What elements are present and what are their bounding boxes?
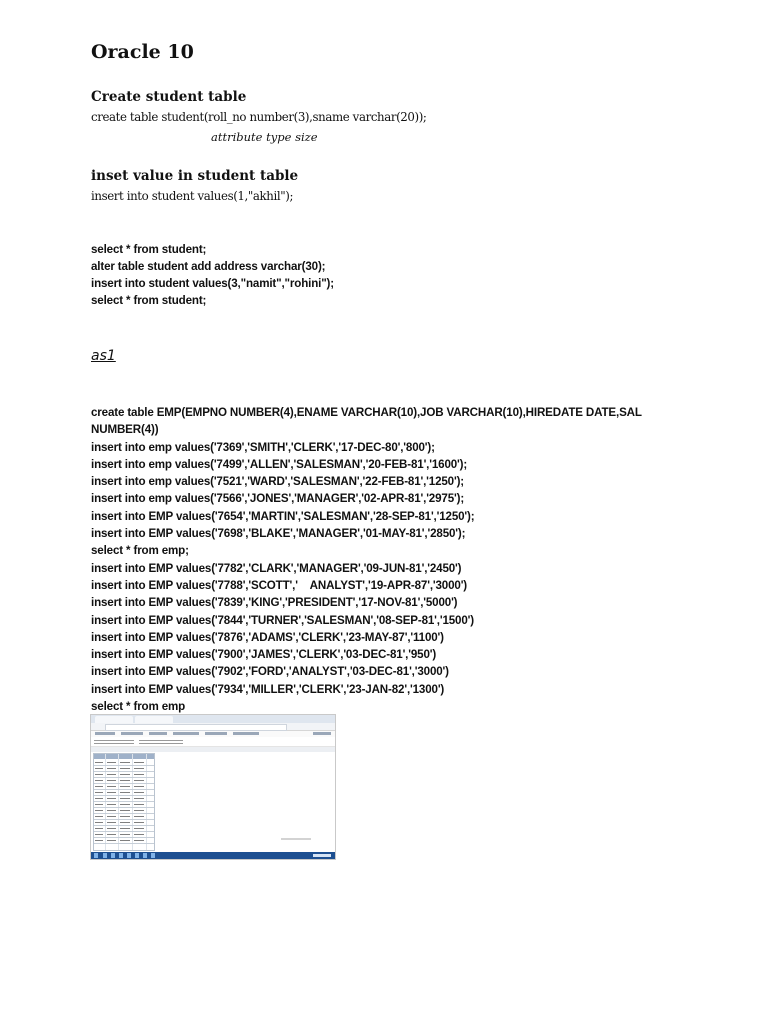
grid-row-line — [94, 807, 154, 808]
grid-text — [95, 816, 103, 817]
grid-text — [95, 774, 103, 775]
section-heading-create: Create student table — [91, 89, 247, 105]
grid-text — [107, 780, 116, 781]
grid-header — [94, 754, 154, 759]
sql-line: select * from emp — [91, 700, 186, 714]
grid-column-line — [118, 754, 119, 850]
grid-text — [95, 822, 103, 823]
start-icon — [94, 853, 98, 858]
sql-line: insert into EMP values('7934','MILLER','CLERK','23-JAN-82','1300') — [91, 682, 445, 696]
sql-line: insert into EMP values('7839','KING','PRESIDENT','17-NOV-81','5000') — [91, 596, 458, 610]
grid-text — [95, 792, 103, 793]
grid-row-line — [94, 819, 154, 820]
taskbar-app-icon — [143, 853, 147, 858]
query-result-screenshot — [90, 714, 336, 860]
sql-line: insert into emp values('7499','ALLEN','SALESMAN','20-FEB-81','1600'); — [91, 457, 468, 471]
grid-text — [134, 798, 144, 799]
grid-text — [95, 762, 103, 763]
document-title: Oracle 10 — [91, 41, 194, 63]
taskbar-app-icon — [103, 853, 107, 858]
grid-text — [107, 816, 116, 817]
grid-text — [134, 792, 144, 793]
bookmark-item — [95, 732, 115, 735]
toolbar-text — [139, 743, 183, 744]
grid-text — [134, 780, 144, 781]
grid-text — [107, 786, 116, 787]
grid-text — [107, 810, 116, 811]
grid-text — [134, 810, 144, 811]
grid-column-line — [132, 754, 133, 850]
grid-text — [95, 780, 103, 781]
grid-text — [107, 804, 116, 805]
taskbar-clock — [313, 854, 331, 857]
grid-text — [120, 774, 130, 775]
address-field — [105, 724, 287, 731]
insert-student-statement: insert into student values(1,"akhil"); — [91, 189, 294, 203]
grid-text — [120, 822, 130, 823]
result-grid — [93, 753, 155, 851]
bookmark-item — [313, 732, 331, 735]
grid-text — [95, 786, 103, 787]
sql-line: insert into EMP values('7902','FORD','ANALYST','03-DEC-81','3000') — [91, 665, 449, 679]
sql-line: insert into emp values('7369','SMITH','CLERK','17-DEC-80','800'); — [91, 440, 435, 454]
browser-tab — [135, 716, 173, 723]
taskbar-app-icon — [111, 853, 115, 858]
grid-row-line — [94, 771, 154, 772]
taskbar-app-icon — [151, 853, 155, 858]
grid-text — [134, 774, 144, 775]
watermark-text — [281, 838, 311, 840]
grid-text — [120, 780, 130, 781]
sql-line: insert into EMP values('7876','ADAMS','CLERK','23-MAY-87','1100') — [91, 630, 444, 644]
grid-text — [134, 822, 144, 823]
code-line: insert into student values(3,"namit","rohini"); — [91, 277, 334, 290]
grid-text — [134, 840, 144, 841]
grid-text — [134, 762, 144, 763]
grid-text — [134, 804, 144, 805]
create-student-statement: create table student(roll_no number(3),sname varchar(20)); — [91, 110, 427, 124]
bookmark-item — [121, 732, 143, 735]
grid-text — [134, 834, 144, 835]
grid-text — [120, 762, 130, 763]
grid-text — [120, 810, 130, 811]
grid-text — [95, 840, 103, 841]
grid-text — [95, 828, 103, 829]
taskbar-app-icon — [119, 853, 123, 858]
grid-text — [120, 798, 130, 799]
grid-row-line — [94, 837, 154, 838]
bookmark-item — [205, 732, 227, 735]
grid-row-line — [94, 795, 154, 796]
grid-column-line — [146, 754, 147, 850]
grid-text — [120, 816, 130, 817]
grid-text — [107, 762, 116, 763]
grid-text — [107, 822, 116, 823]
grid-row-line — [94, 765, 154, 766]
attribute-note: attribute type size — [211, 130, 318, 144]
grid-text — [120, 828, 130, 829]
sql-line: insert into EMP values('7698','BLAKE','MANAGER','01-MAY-81','2850'); — [91, 527, 466, 541]
grid-column-line — [105, 754, 106, 850]
sql-line: insert into EMP values('7900','JAMES','CLERK','03-DEC-81','950') — [91, 648, 437, 662]
grid-text — [120, 786, 130, 787]
sql-line: insert into emp values('7521','WARD','SALESMAN','22-FEB-81','1250'); — [91, 475, 465, 489]
bookmark-item — [149, 732, 167, 735]
bookmark-item — [173, 732, 199, 735]
grid-text — [120, 768, 130, 769]
sql-line: insert into EMP values('7654','MARTIN','SALESMAN','28-SEP-81','1250'); — [91, 509, 475, 523]
code-line: select * from student; — [91, 294, 207, 307]
grid-text — [95, 810, 103, 811]
grid-text — [107, 792, 116, 793]
grid-text — [120, 834, 130, 835]
grid-text — [107, 774, 116, 775]
grid-text — [107, 768, 116, 769]
subheading-as1: as1 — [91, 348, 116, 364]
grid-text — [120, 840, 130, 841]
sql-line: insert into EMP values('7788','SCOTT',' ANALYST','19-APR-87','3000') — [91, 578, 468, 592]
section-heading-insert: inset value in student table — [91, 168, 299, 184]
grid-text — [134, 768, 144, 769]
bookmark-item — [233, 732, 259, 735]
grid-row-line — [94, 789, 154, 790]
grid-text — [107, 798, 116, 799]
grid-row-line — [94, 813, 154, 814]
grid-row-line — [94, 801, 154, 802]
sql-line: insert into EMP values('7782','CLARK','MANAGER','09-JUN-81','2450') — [91, 561, 462, 575]
grid-text — [95, 804, 103, 805]
grid-text — [107, 834, 116, 835]
grid-row-line — [94, 831, 154, 832]
grid-row-line — [94, 783, 154, 784]
grid-text — [95, 798, 103, 799]
grid-text — [95, 768, 103, 769]
create-emp-statement: create table EMP(EMPNO NUMBER(4),ENAME VARCHAR(10),JOB VARCHAR(10),HIREDATE DATE,SAL NUMBER(4)) — [91, 406, 642, 437]
emp-sql-block — [91, 404, 691, 715]
grid-row-line — [94, 825, 154, 826]
taskbar-app-icon — [127, 853, 131, 858]
grid-text — [107, 840, 116, 841]
grid-text — [134, 786, 144, 787]
grid-text — [120, 792, 130, 793]
taskbar-app-icon — [135, 853, 139, 858]
result-tabs — [91, 747, 335, 752]
grid-text — [134, 828, 144, 829]
grid-row-line — [94, 777, 154, 778]
grid-row-line — [94, 843, 154, 844]
browser-tab — [95, 716, 133, 723]
sql-line: insert into emp values('7566','JONES','MANAGER','02-APR-81','2975'); — [91, 492, 465, 506]
grid-text — [107, 828, 116, 829]
code-line: select * from student; — [91, 243, 207, 256]
grid-text — [95, 834, 103, 835]
toolbar-text — [94, 743, 134, 744]
toolbar-text — [139, 740, 183, 741]
grid-text — [134, 816, 144, 817]
grid-text — [120, 804, 130, 805]
code-line: alter table student add address varchar(30); — [91, 260, 326, 273]
toolbar-text — [94, 740, 134, 741]
sql-line: insert into EMP values('7844','TURNER','SALESMAN','08-SEP-81','1500') — [91, 613, 474, 627]
sql-line: select * from emp; — [91, 544, 189, 558]
